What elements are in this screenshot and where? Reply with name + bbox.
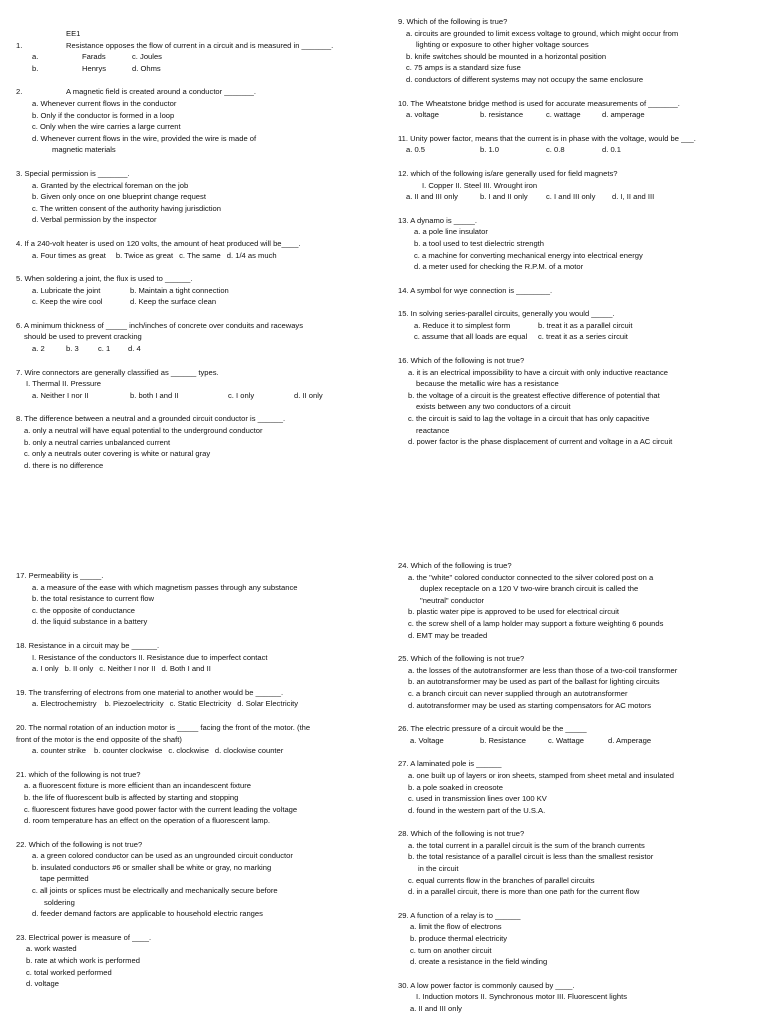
- question-22: [16, 839, 376, 920]
- option: because the metallic wire has a resistance: [416, 379, 559, 389]
- question-stem: 3. Special permission is _______.: [16, 168, 130, 178]
- question-stem: 14. A symbol for wye connection is ________.: [398, 285, 553, 295]
- option-row: c. Keep the wire cool d. Keep the surface clean: [32, 297, 217, 307]
- option-row: a. Neither I nor II b. both I and II c. I only d. II only: [32, 390, 323, 400]
- option-row: a. II and III only b. I and II only c. I and III only d. I, II and III: [406, 192, 655, 202]
- option: c. used in transmission lines over 100 KV: [408, 794, 547, 804]
- option: d. feeder demand factors are applicable to household electric ranges: [32, 909, 263, 919]
- question-stem: 8. The difference between a neutral and a grounded circuit conductor is ______.: [16, 414, 286, 424]
- option: magnetic materials: [52, 145, 116, 155]
- question-25: [398, 653, 758, 711]
- option: b. an autotransformer may be used as part of the ballast for lighting circuits: [408, 677, 660, 687]
- option: c. the circuit is said to lag the voltage in a circuit that has only capacitive: [408, 414, 650, 424]
- option-row: a. voltage b. resistance c. wattage d. amperage: [406, 110, 645, 120]
- option-row: a. Electrochemistry b. Piezoelectricity c. Static Electricity d. Solar Electricity: [32, 699, 299, 709]
- option: a. the total current in a parallel circuit is the sum of the branch currents: [408, 840, 645, 850]
- question-18: [16, 640, 376, 675]
- option: c. a branch circuit can never supplied through an autotransformer: [408, 688, 628, 698]
- option: b. Only if the conductor is formed in a loop: [32, 110, 175, 120]
- question-stem: 11. Unity power factor, means that the current is in phase with the voltage, would be ___.: [398, 133, 696, 143]
- option: a. work wasted: [26, 944, 77, 954]
- question-7: [16, 367, 376, 402]
- option: d. power factor is the phase displacement of current and voltage in a AC circuit: [408, 437, 673, 447]
- question-stem: 15. In solving series-parallel circuits, generally you would _____.: [398, 309, 615, 319]
- option: d. conductors of different systems may not occupy the same enclosure: [406, 74, 644, 84]
- question-19: [16, 687, 376, 710]
- question-27: [398, 758, 758, 816]
- option-row: a. 0.5 b. 1.0 c. 0.8 d. 0.1: [406, 145, 621, 155]
- option-row: a. I only b. II only c. Neither I nor II d. Both I and II: [32, 664, 211, 674]
- question-24: [398, 560, 758, 641]
- option: a. the "white" colored conductor connected to the silver colored post on a: [408, 572, 654, 582]
- option: lighting or exposure to other higher voltage sources: [416, 40, 589, 50]
- option-row: a. counter strike b. counter clockwise c. clockwise d. clockwise counter: [32, 746, 284, 756]
- option: b. the life of fluorescent bulb is affected by starting and stopping: [24, 792, 239, 802]
- question-stem: 4. If a 240-volt heater is used on 120 volts, the amount of heat produced will be____.: [16, 238, 301, 248]
- option: c. the opposite of conductance: [32, 605, 136, 615]
- top-right-column: [398, 16, 758, 448]
- question-stem: 17. Permeability is _____.: [16, 571, 104, 580]
- question-stem-cont: should be used to prevent cracking: [24, 332, 142, 342]
- question-stem: 7. Wire connectors are generally classified as ______ types.: [16, 367, 219, 377]
- question-sub-items: I. Copper II. Steel III. Wrought iron: [422, 180, 538, 190]
- option: b. the total resistance of a parallel circuit is less than the smallest resistor: [408, 852, 654, 862]
- question-number: 1.: [16, 40, 23, 50]
- question-stem: 26. The electric pressure of a circuit would be the _____: [398, 724, 587, 734]
- question-15: [398, 308, 758, 343]
- option: soldering: [44, 897, 75, 907]
- option: d. room temperature has an effect on the operation of a fluorescent lamp.: [24, 816, 270, 826]
- question-stem: 18. Resistance in a circuit may be ______.: [16, 640, 160, 650]
- question-23: [16, 932, 376, 990]
- option-row: a. Four times as great b. Twice as great c. The same d. 1/4 as much: [32, 250, 277, 260]
- option: in the circuit: [418, 864, 459, 874]
- question-6: [16, 320, 376, 355]
- question-stem: 16. Which of the following is not true?: [398, 356, 525, 366]
- option: duplex receptacle on a 120 V two-wire branch circuit is called the: [420, 584, 639, 594]
- option: a. II and III only: [410, 1004, 462, 1013]
- question-sub-items: I. Induction motors II. Synchronous motor III. Fluorescent lights: [416, 992, 628, 1002]
- question-stem: 21. which of the following is not true?: [16, 769, 141, 779]
- option: exists between any two conductors of a circuit: [416, 402, 571, 412]
- doc-title: EE1: [66, 29, 81, 38]
- bottom-left-column: [16, 570, 376, 990]
- question-number: 2.: [16, 87, 23, 97]
- question-stem-cont: front of the motor is the end opposite of the shaft): [16, 734, 182, 744]
- question-stem: 13. A dynamo is _____.: [398, 215, 477, 225]
- option: c. The written consent of the authority having jurisdiction: [32, 203, 221, 213]
- question-sub-items: I. Resistance of the conductors II. Resistance due to imperfect contact: [32, 652, 268, 662]
- option: b. only a neutral carries unbalanced current: [24, 437, 171, 447]
- question-1: [16, 40, 376, 75]
- option: a. a pole line insulator: [414, 227, 488, 237]
- question-9: [398, 16, 758, 86]
- option: a. Granted by the electrical foreman on the job: [32, 180, 189, 190]
- question-30: [398, 980, 758, 1015]
- option-row: c. assume that all loads are equal c. treat it as a series circuit: [414, 332, 628, 342]
- option: b. rate at which work is performed: [26, 956, 140, 966]
- option: c. Only when the wire carries a large current: [32, 122, 181, 132]
- option: c. the screw shell of a lamp holder may support a fixture weighting 6 pounds: [408, 618, 664, 628]
- option: c. 75 amps is a standard size fuse: [406, 63, 521, 73]
- question-stem: 23. Electrical power is measure of ____.: [16, 932, 152, 942]
- question-10: [398, 98, 758, 121]
- option: a. Whenever current flows in the conductor: [32, 98, 177, 108]
- option-row: a. Farads c. Joules: [32, 52, 162, 62]
- option-row: b. Henrys d. Ohms: [32, 63, 161, 73]
- option-row: a. 2 b. 3 c. 1 d. 4: [32, 344, 141, 354]
- option: b. a tool used to test dielectric strength: [414, 238, 545, 248]
- question-13: [398, 215, 758, 273]
- question-17: [16, 570, 376, 628]
- option: b. produce thermal electricity: [410, 934, 508, 944]
- option: b. a pole soaked in creosote: [408, 782, 503, 792]
- question-stem: Resistance opposes the flow of current in a circuit and is measured in _______.: [66, 40, 334, 50]
- question-29: [398, 910, 758, 968]
- option: d. in a parallel circuit, there is more than one path for the current flow: [408, 887, 640, 897]
- option-row: a. Lubricate the joint b. Maintain a tight connection: [32, 285, 229, 295]
- option: d. voltage: [26, 979, 59, 989]
- question-stem: 30. A low power factor is commonly caused by ____.: [398, 980, 575, 990]
- question-stem: 22. Which of the following is not true?: [16, 839, 143, 849]
- option: d. EMT may be treaded: [408, 630, 488, 640]
- question-stem: 9. Which of the following is true?: [398, 17, 508, 26]
- option: c. only a neutrals outer covering is white or natural gray: [24, 449, 211, 459]
- option: d. found in the western part of the U.S.A.: [408, 805, 546, 815]
- option: a. a measure of the ease with which magnetism passes through any substance: [32, 582, 298, 592]
- question-stem: A magnetic field is created around a conductor _______.: [66, 87, 256, 97]
- question-20: [16, 722, 376, 757]
- question-stem: 19. The transferring of electrons from one material to another would be ______.: [16, 687, 284, 697]
- option: b. plastic water pipe is approved to be used for electrical circuit: [408, 607, 620, 617]
- option: a. a green colored conductor can be used as an ungrounded circuit conductor: [32, 851, 293, 861]
- option: tape permitted: [40, 874, 89, 884]
- option: a. limit the flow of electrons: [410, 922, 502, 932]
- option: d. a meter used for checking the R.P.M. of a motor: [414, 262, 584, 272]
- option-row: a. Voltage b. Resistance c. Wattage d. Amperage: [410, 735, 652, 745]
- option: c. fluorescent fixtures have good power factor with the current leading the voltage: [24, 804, 298, 814]
- option: b. insulated conductors #6 or smaller shall be white or gray, no marking: [32, 862, 272, 872]
- option-row: a. Reduce it to simplest form b. treat it as a parallel circuit: [414, 320, 633, 330]
- question-stem: 28. Which of the following is not true?: [398, 829, 525, 839]
- question-stem: 20. The normal rotation of an induction motor is _____ facing the front of the motor. (the: [16, 722, 311, 732]
- option: d. create a resistance in the field winding: [410, 957, 548, 967]
- question-stem: 25. Which of the following is not true?: [398, 654, 525, 664]
- question-4: [16, 238, 376, 261]
- option: c. a machine for converting mechanical energy into electrical energy: [414, 250, 643, 260]
- question-16: [398, 355, 758, 448]
- question-8: [16, 413, 376, 471]
- question-stem: 12. which of the following is/are generally used for field magnets?: [398, 168, 618, 178]
- option: b. knife switches should be mounted in a horizontal position: [406, 51, 607, 61]
- option: a. it is an electrical impossibility to have a circuit with only inductive reactance: [408, 367, 668, 377]
- option: b. the voltage of a circuit is the greatest effective difference of potential that: [408, 390, 660, 400]
- question-28: [398, 828, 758, 898]
- option: c. equal currents flow in the branches of parallel circuits: [408, 875, 595, 885]
- question-stem: 24. Which of the following is true?: [398, 561, 512, 570]
- option: d. there is no difference: [24, 460, 104, 470]
- question-12: [398, 168, 758, 203]
- option: a. one built up of layers or iron sheets, stamped from sheet metal and insulated: [408, 770, 674, 780]
- question-stem: 29. A function of a relay is to ______: [398, 910, 521, 920]
- option: a. the losses of the autotransformer are less than those of a two-coil transformer: [408, 665, 678, 675]
- question-26: [398, 723, 758, 746]
- option: d. Whenever current flows in the wire, provided the wire is made of: [32, 133, 257, 143]
- question-3: [16, 168, 376, 226]
- option: reactance: [416, 425, 450, 435]
- question-5: [16, 273, 376, 308]
- option: c. turn on another circuit: [410, 945, 492, 955]
- question-stem: 27. A laminated pole is ______: [398, 759, 502, 769]
- option: a. only a neutral will have equal potential to the underground conductor: [24, 426, 263, 436]
- option: d. autotransformer may be used as starting compensators for AC motors: [408, 700, 652, 710]
- option: b. the total resistance to current flow: [32, 594, 154, 604]
- option: d. Verbal permission by the inspector: [32, 215, 157, 225]
- top-left-column: [16, 28, 376, 471]
- question-stem: 10. The Wheatstone bridge method is used for accurate measurements of _______.: [398, 98, 680, 108]
- question-2: [16, 86, 376, 156]
- question-stem: 5. When soldering a joint, the flux is used to ______.: [16, 274, 193, 284]
- option: c. total worked performed: [26, 967, 112, 977]
- question-11: [398, 133, 758, 156]
- question-sub-items: I. Thermal II. Pressure: [26, 379, 101, 389]
- question-stem: 6. A minimum thickness of _____ inch/inches of concrete over conduits and raceways: [16, 320, 304, 330]
- option: d. the liquid substance in a battery: [32, 617, 148, 627]
- option: "neutral" conductor: [420, 595, 485, 605]
- question-21: [16, 769, 376, 827]
- option: a. a fluorescent fixture is more efficient than an incandescent fixture: [24, 781, 251, 791]
- option: c. all joints or splices must be electrically and mechanically secure before: [32, 886, 278, 896]
- bottom-right-column: [398, 560, 758, 1015]
- question-14: [398, 285, 758, 297]
- option: b. Given only once on one blueprint change request: [32, 192, 206, 202]
- option: a. circuits are grounded to limit excess voltage to ground, which might occur from: [406, 28, 679, 38]
